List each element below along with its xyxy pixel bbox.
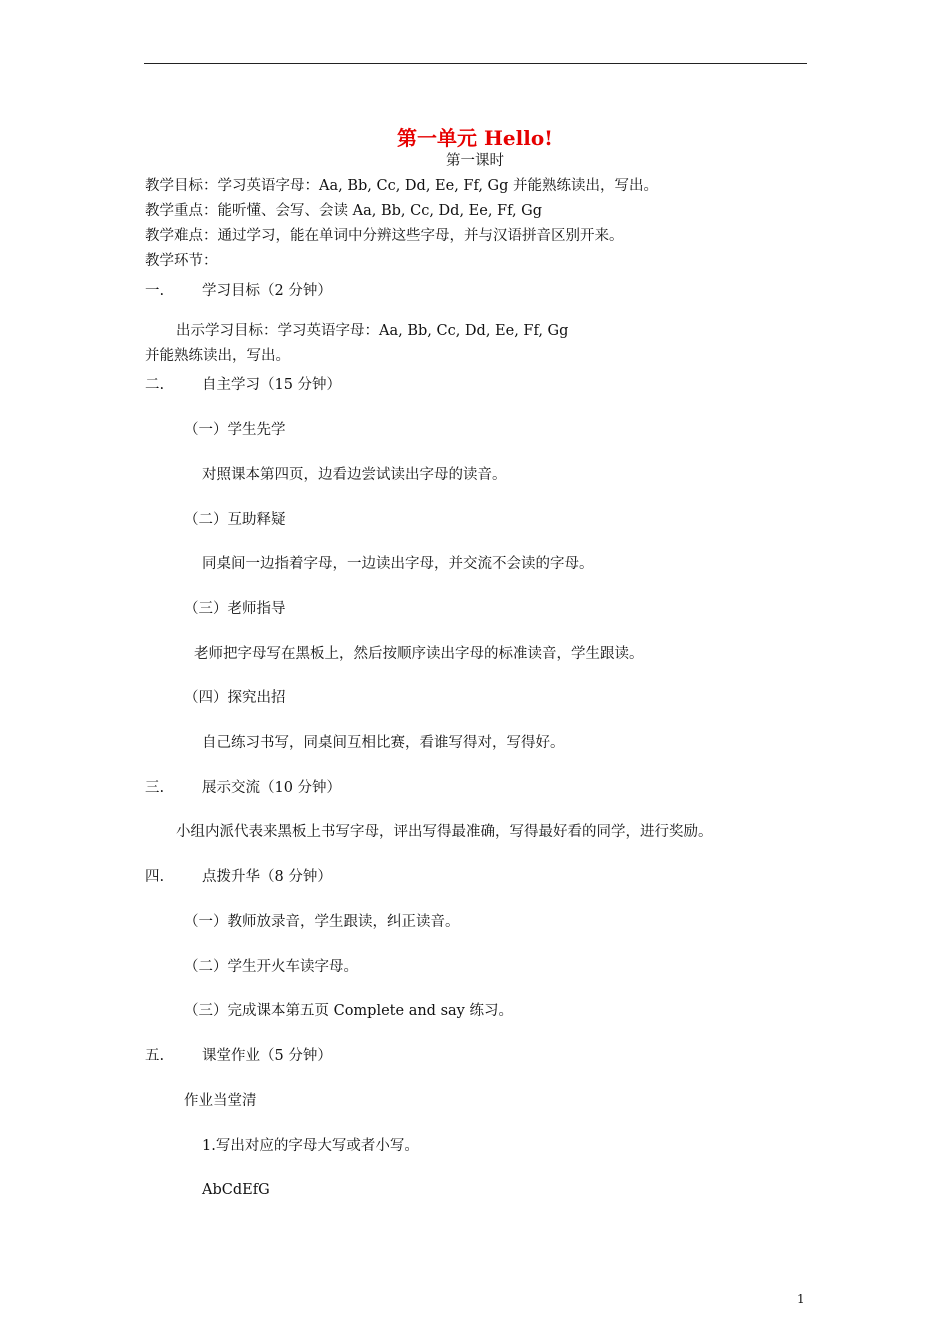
section-4-item3: （三）完成课本第五页 Complete and say 练习。 — [184, 1003, 513, 1019]
section-4-item1: （一）教师放录音，学生跟读，纠正读音。 — [184, 914, 460, 930]
section-2-number: 二. — [145, 377, 165, 393]
section-1-body-cont: 并能熟练读出，写出。 — [145, 348, 290, 364]
teaching-steps-label: 教学环节： — [145, 253, 218, 269]
teaching-goal: 教学目标：学习英语字母：Aa, Bb, Cc, Dd, Ee, Ff, Gg 并能熟练读出，写出。 — [145, 178, 659, 194]
section-4-number: 四. — [145, 869, 165, 885]
document-title: 第一单元 Hello! — [397, 126, 553, 150]
section-1-title: 学习目标（2 分钟） — [202, 283, 332, 299]
teaching-difficulty: 教学难点：通过学习，能在单词中分辨这些字母，并与汉语拼音区别开来。 — [145, 228, 624, 244]
section-3-title: 展示交流（10 分钟） — [202, 780, 342, 796]
section-4-title: 点拨升华（8 分钟） — [202, 869, 332, 885]
document-subtitle: 第一课时 — [446, 153, 504, 169]
section-2-sub1: （一）学生先学 — [184, 422, 286, 438]
section-5-question-1: 1.写出对应的字母大写或者小写。 — [202, 1138, 419, 1154]
teaching-focus: 教学重点：能听懂、会写、会读 Aa, Bb, Cc, Dd, Ee, Ff, Gg — [145, 203, 543, 219]
section-2-sub1-body: 对照课本第四页，边看边尝试读出字母的读音。 — [202, 467, 507, 483]
section-1-body: 出示学习目标：学习英语字母：Aa, Bb, Cc, Dd, Ee, Ff, Gg — [176, 323, 569, 339]
section-5-question-1-letters: AbCdEfG — [202, 1182, 270, 1198]
section-5-title: 课堂作业（5 分钟） — [202, 1048, 332, 1064]
header-rule — [144, 63, 807, 64]
page-number: 1 — [797, 1292, 805, 1306]
section-5-body: 作业当堂清 — [184, 1093, 257, 1109]
section-3-number: 三. — [145, 780, 165, 796]
section-2-sub4-body: 自己练习书写，同桌间互相比赛，看谁写得对，写得好。 — [202, 735, 565, 751]
section-4-item2: （二）学生开火车读字母。 — [184, 959, 358, 975]
section-3-body: 小组内派代表来黑板上书写字母，评出写得最准确，写得最好看的同学，进行奖励。 — [176, 824, 713, 840]
section-2-title: 自主学习（15 分钟） — [202, 377, 342, 393]
section-2-sub4: （四）探究出招 — [184, 690, 286, 706]
section-2-sub3: （三）老师指导 — [184, 601, 286, 617]
section-1-number: 一. — [145, 283, 165, 299]
section-2-sub2-body: 同桌间一边指着字母，一边读出字母，并交流不会读的字母。 — [202, 556, 594, 572]
section-5-number: 五. — [145, 1048, 165, 1064]
section-2-sub2: （二）互助释疑 — [184, 512, 286, 528]
section-2-sub3-body: 老师把字母写在黑板上，然后按顺序读出字母的标准读音，学生跟读。 — [194, 646, 644, 662]
